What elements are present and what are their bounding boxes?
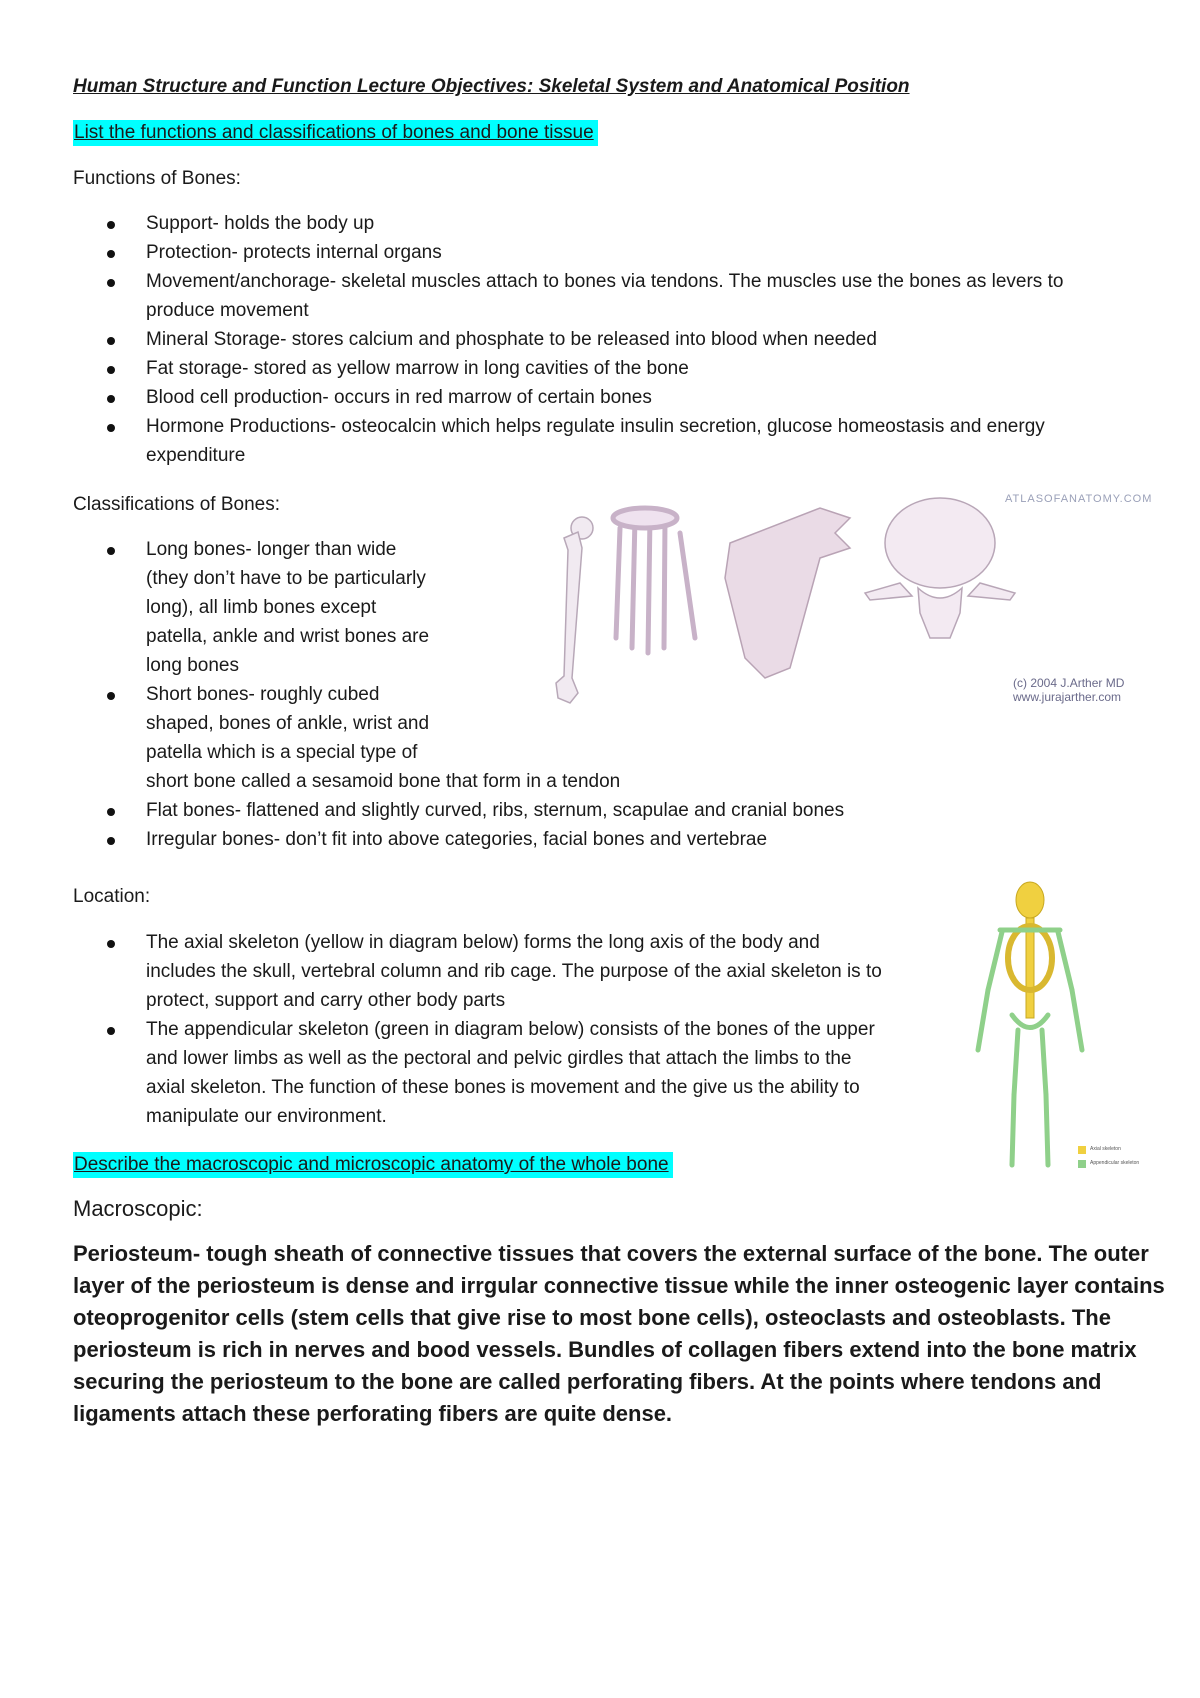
function-item: Hormone Productions- osteocalcin which helps regulate insulin secretion, glucose homeostasis and energy xyxy=(146,416,1045,437)
bullet-icon xyxy=(107,279,115,287)
macroscopic-paragraph-line: oteoprogenitor cells (stem cells that give rise to most bone cells), osteoclasts and osteoblasts. The xyxy=(73,1305,1111,1330)
classification-item-continued: long bones xyxy=(146,655,239,676)
location-item-continued: includes the skull, vertebral column and rib cage. The purpose of the axial skeleton is to xyxy=(146,961,882,982)
classification-item: Long bones- longer than wide xyxy=(146,539,397,560)
figure-credit-2: www.jurajarther.com xyxy=(1013,690,1122,704)
bullet-icon xyxy=(107,692,115,700)
macroscopic-paragraph-line: ligaments attach these perforating fibers are quite dense. xyxy=(73,1401,673,1426)
classification-item-continued: patella which is a special type of xyxy=(146,742,418,763)
function-item: Mineral Storage- stores calcium and phosphate to be released into blood when needed xyxy=(146,329,877,350)
classification-item-continued: short bone called a sesamoid bone that form in a tendon xyxy=(146,771,621,792)
skeleton-illustration xyxy=(970,880,1090,1180)
classifications-heading: Classifications of Bones: xyxy=(73,494,280,515)
location-item-continued: and lower limbs as well as the pectoral and pelvic girdles that attach the limbs to the xyxy=(146,1048,852,1069)
function-item: Fat storage- stored as yellow marrow in long cavities of the bone xyxy=(146,358,689,379)
bullet-icon xyxy=(107,366,115,374)
classification-item-continued: patella, ankle and wrist bones are xyxy=(146,626,430,647)
axial-legend-swatch xyxy=(1078,1146,1086,1154)
function-item-continued: produce movement xyxy=(146,300,309,321)
figure-watermark: ATLASOFANATOMY.COM xyxy=(1005,493,1153,505)
bullet-icon xyxy=(107,337,115,345)
bullet-icon xyxy=(107,808,115,816)
classification-item: Short bones- roughly cubed xyxy=(146,684,380,705)
classification-item-continued: shaped, bones of ankle, wrist and xyxy=(146,713,430,734)
bullet-icon xyxy=(107,837,115,845)
objective-heading-1: List the functions and classifications of bones and bone tissue xyxy=(73,122,598,144)
macroscopic-heading: Macroscopic: xyxy=(73,1196,203,1221)
functions-heading: Functions of Bones: xyxy=(73,168,241,189)
location-item-continued: axial skeleton. The function of these bones is movement and the give us the ability to xyxy=(146,1077,860,1098)
location-heading: Location: xyxy=(73,886,151,907)
location-item-continued: protect, support and carry other body parts xyxy=(146,990,506,1011)
bullet-icon xyxy=(107,395,115,403)
function-item: Blood cell production- occurs in red marrow of certain bones xyxy=(146,387,652,408)
appendicular-legend-label: Appendicular skeleton xyxy=(1090,1160,1140,1166)
appendicular-legend-swatch xyxy=(1078,1160,1086,1168)
function-item: Movement/anchorage- skeletal muscles attach to bones via tendons. The muscles use the bones as levers to xyxy=(146,271,1064,292)
location-item: The axial skeleton (yellow in diagram below) forms the long axis of the body and xyxy=(146,932,820,953)
bullet-icon xyxy=(107,221,115,229)
bullet-icon xyxy=(107,250,115,258)
bone-types-figure xyxy=(520,488,1153,748)
classification-item-continued: (they don’t have to be particularly xyxy=(146,568,426,589)
location-item-continued: manipulate our environment. xyxy=(146,1106,387,1127)
axial-legend-label: Axial skeleton xyxy=(1090,1146,1121,1152)
objective-heading-2: Describe the macroscopic and microscopic anatomy of the whole bone xyxy=(73,1154,673,1176)
document-title: Human Structure and Function Lecture Objectives: Skeletal System and Anatomical Position xyxy=(73,76,910,97)
vertebra-icon xyxy=(865,498,1015,638)
location-item: The appendicular skeleton (green in diagram below) consists of the bones of the upper xyxy=(146,1019,875,1040)
bullet-icon xyxy=(107,940,115,948)
macroscopic-paragraph-line: securing the periosteum to the bone are called perforating fibers. At the points where tendons and xyxy=(73,1369,1102,1394)
function-item: Protection- protects internal organs xyxy=(146,242,442,263)
hand-bones-icon xyxy=(613,508,695,653)
bullet-icon xyxy=(107,547,115,555)
classification-item: Irregular bones- don’t fit into above categories, facial bones and vertebrae xyxy=(146,829,768,850)
classification-item-continued: long), all limb bones except xyxy=(146,597,377,618)
femur-icon xyxy=(556,517,593,703)
macroscopic-paragraph-line: periosteum is rich in nerves and bood vessels. Bundles of collagen fibers extend into the bone matrix xyxy=(73,1337,1137,1362)
axial-skeleton xyxy=(1008,882,1052,1018)
scapula-icon xyxy=(725,508,850,678)
function-item: Support- holds the body up xyxy=(146,213,375,234)
macroscopic-paragraph-line: layer of the periosteum is dense and irrgular connective tissue while the inner osteogenic layer contains xyxy=(73,1273,1165,1298)
bullet-icon xyxy=(107,424,115,432)
macroscopic-paragraph-line: Periosteum- tough sheath of connective tissues that covers the external surface of the bone. The outer xyxy=(73,1241,1149,1266)
skeleton-figure xyxy=(970,880,1150,1180)
figure-credit-1: (c) 2004 J.Arther MD xyxy=(1013,676,1125,690)
bullet-icon xyxy=(107,1027,115,1035)
classification-item: Flat bones- flattened and slightly curved, ribs, sternum, scapulae and cranial bones xyxy=(146,800,845,821)
function-item-continued: expenditure xyxy=(146,445,246,466)
